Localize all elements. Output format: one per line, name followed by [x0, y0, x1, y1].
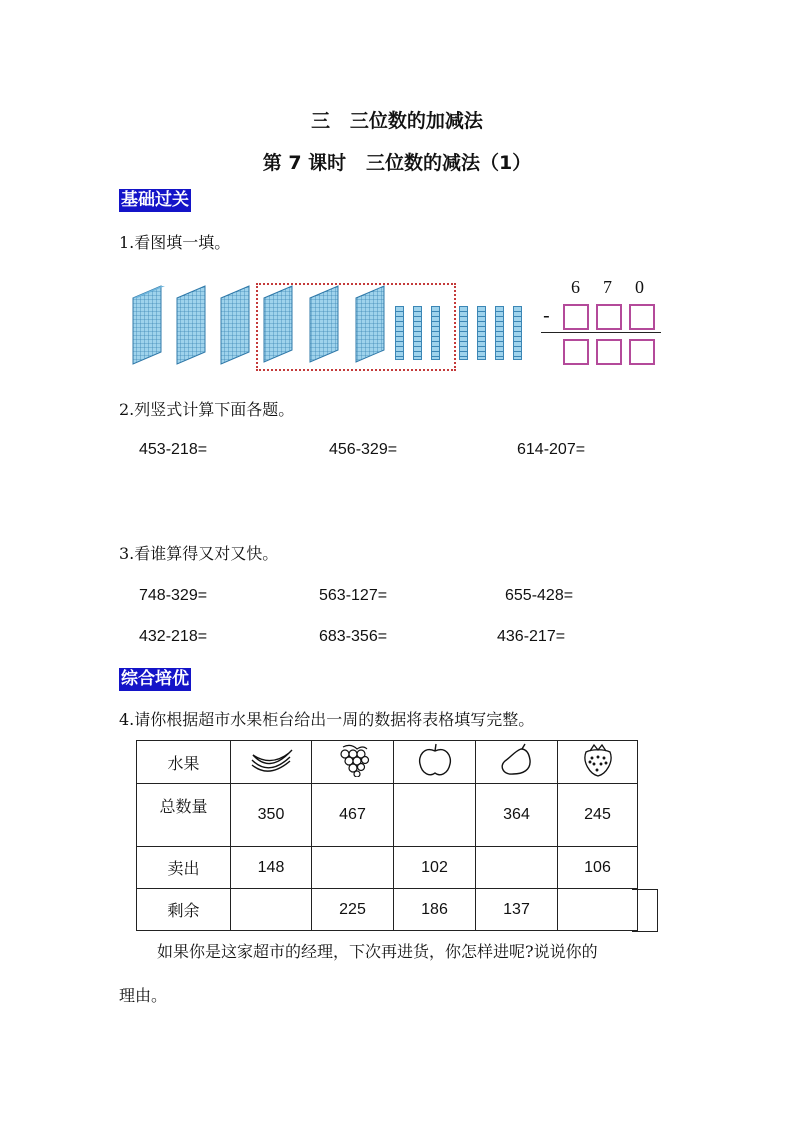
table-row	[137, 889, 638, 931]
grapes-icon	[312, 741, 394, 784]
expression: 563-127=	[319, 587, 388, 604]
cell-sold[interactable]	[312, 847, 394, 889]
cell-left[interactable]: 186	[394, 889, 476, 931]
strawberry-icon	[558, 741, 638, 784]
table-row	[137, 847, 638, 889]
row-label-sold: 卖出	[137, 847, 231, 889]
hundred-block	[310, 286, 338, 362]
question-4-prompt: 如果你是这家超市的经理，下次再进货，你怎样进呢?说说你的	[157, 942, 598, 961]
ten-rod	[413, 306, 422, 360]
question-4: 4.请你根据超市水果柜台给出一周的数据将表格填写完整。	[119, 710, 535, 729]
question-2: 2.列竖式计算下面各题。	[119, 400, 295, 419]
expression: 748-329=	[139, 587, 208, 604]
minuend-digit-tens: 7	[603, 277, 612, 297]
cell-total[interactable]: 467	[312, 784, 394, 847]
difference-box[interactable]	[629, 339, 655, 365]
expression: 436-217=	[497, 628, 566, 645]
minuend-digit-ones: 0	[635, 277, 644, 297]
expression: 432-218=	[139, 628, 208, 645]
ten-rod	[495, 306, 504, 360]
apple-icon	[394, 741, 476, 784]
ten-rod	[513, 306, 522, 360]
cell-total[interactable]: 350	[231, 784, 312, 847]
subtrahend-box[interactable]	[596, 304, 622, 330]
lesson-title: 第 7 课时 三位数的减法（1）	[262, 152, 532, 174]
table-row	[137, 784, 638, 847]
sum-line	[541, 332, 661, 333]
hundred-block	[264, 286, 292, 362]
ten-rod	[431, 306, 440, 360]
row-label-total: 总数量	[137, 784, 231, 847]
subtrahend-box[interactable]	[563, 304, 589, 330]
table-row	[137, 741, 638, 784]
fruit-data-table	[136, 740, 638, 931]
table-extra-cell	[632, 889, 658, 932]
ten-rod	[477, 306, 486, 360]
cell-sold[interactable]: 106	[558, 847, 638, 889]
expression: 655-428=	[505, 587, 574, 604]
cell-left[interactable]	[231, 889, 312, 931]
expression: 683-356=	[319, 628, 388, 645]
row-label-fruit: 水果	[137, 741, 231, 784]
banana-icon	[231, 741, 312, 784]
hundred-blocks-left	[125, 284, 260, 366]
cell-sold[interactable]: 102	[394, 847, 476, 889]
cell-total[interactable]: 245	[558, 784, 638, 847]
difference-box[interactable]	[596, 339, 622, 365]
cell-left[interactable]: 225	[312, 889, 394, 931]
hundred-blocks-boxed	[258, 284, 393, 366]
cell-total[interactable]: 364	[476, 784, 558, 847]
question-1: 1.看图填一填。	[119, 233, 231, 252]
expression: 614-207=	[517, 441, 586, 458]
cell-left[interactable]	[558, 889, 638, 931]
ten-rod	[395, 306, 404, 360]
minuend-digit-hundreds: 6	[571, 277, 580, 297]
minus-sign: -	[543, 303, 550, 327]
cell-sold[interactable]: 148	[231, 847, 312, 889]
hundred-block	[133, 286, 165, 364]
unit-title: 三 三位数的加减法	[311, 110, 483, 132]
section-badge-basic: 基础过关	[121, 190, 189, 210]
question-4-prompt-end: 理由。	[119, 986, 168, 1005]
expression: 456-329=	[329, 441, 398, 458]
question-3: 3.看谁算得又对又快。	[119, 544, 279, 563]
cell-left[interactable]: 137	[476, 889, 558, 931]
cell-sold[interactable]	[476, 847, 558, 889]
section-badge-advanced: 综合培优	[121, 669, 189, 689]
pear-icon	[476, 741, 558, 784]
hundred-block	[356, 286, 384, 362]
ten-rod	[459, 306, 468, 360]
row-label-left: 剩余	[137, 889, 231, 931]
hundred-block	[221, 286, 249, 364]
cell-total[interactable]	[394, 784, 476, 847]
expression: 453-218=	[139, 441, 208, 458]
difference-box[interactable]	[563, 339, 589, 365]
hundred-block	[177, 286, 205, 364]
subtrahend-box[interactable]	[629, 304, 655, 330]
